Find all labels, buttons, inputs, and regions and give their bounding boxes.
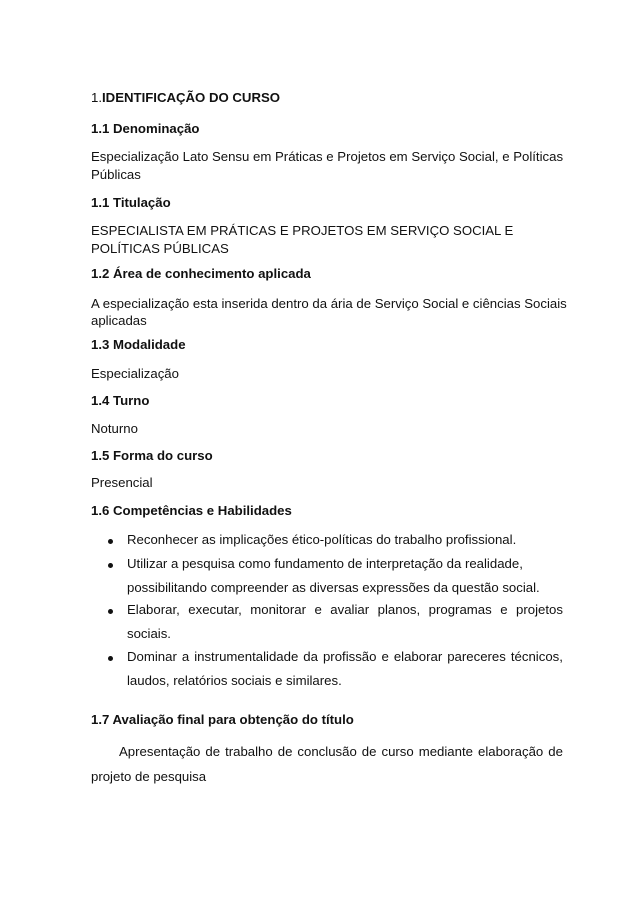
word: elaborar — [393, 649, 443, 664]
competencia-4-line-2: laudos, relatórios sociais e similares. — [127, 673, 342, 688]
heading-turno: 1.4 Turno — [91, 393, 150, 408]
forma-value: Presencial — [91, 475, 153, 490]
heading-titulacao: 1.1 Titulação — [91, 195, 171, 210]
word: instrumentalidade — [194, 649, 299, 664]
heading-denominacao: 1.1 Denominação — [91, 121, 200, 136]
word: de — [361, 744, 377, 759]
word: pareceres — [447, 649, 506, 664]
bullet-icon — [108, 609, 113, 614]
word: e — [500, 602, 508, 617]
denominacao-line-1: Especialização Lato Sensu em Práticas e Projetos em Serviço Social, e Políticas — [91, 149, 564, 164]
modalidade-value: Especialização — [91, 366, 179, 381]
avaliacao-line-1 — [119, 744, 563, 759]
word: Apresentação — [119, 744, 201, 759]
word: profissão — [322, 649, 377, 664]
competencia-4-line-1 — [127, 649, 563, 664]
competencia-3-line-2: sociais. — [127, 626, 171, 641]
titulacao-line-2: POLÍTICAS PÚBLICAS — [91, 241, 229, 256]
word: avaliar — [330, 602, 370, 617]
word: elaboração — [477, 744, 544, 759]
bullet-icon — [108, 563, 113, 568]
turno-value: Noturno — [91, 421, 138, 436]
titulacao-line-1: ESPECIALISTA EM PRÁTICAS E PROJETOS EM SERVIÇO SOCIAL E — [91, 223, 514, 238]
bullet-icon — [108, 656, 113, 661]
area-line-1: A especialização esta inserida dentro da ária de Serviço Social e ciências Sociais — [91, 296, 567, 311]
section-title-text: IDENTIFICAÇÃO DO CURSO — [102, 90, 281, 105]
section-number: 1. — [91, 90, 102, 105]
denominacao-line-2: Públicas — [91, 167, 141, 182]
word: conclusão — [297, 744, 357, 759]
word: Dominar — [127, 649, 177, 664]
bullet-icon — [108, 539, 113, 544]
word: de — [205, 744, 221, 759]
word: executar, — [188, 602, 242, 617]
word: programas — [428, 602, 492, 617]
word: trabalho — [225, 744, 273, 759]
competencia-2-line-1: Utilizar a pesquisa como fundamento de interpretação da realidade, — [127, 556, 523, 571]
word: de — [548, 744, 563, 759]
word: e — [314, 602, 322, 617]
heading-competencias: 1.6 Competências e Habilidades — [91, 503, 292, 518]
word: e — [381, 649, 389, 664]
word: planos, — [377, 602, 421, 617]
area-line-2: aplicadas — [91, 313, 147, 328]
section-title — [91, 90, 280, 105]
heading-modalidade: 1.3 Modalidade — [91, 337, 186, 352]
word: técnicos, — [510, 649, 563, 664]
competencia-1: Reconhecer as implicações ético-políticas do trabalho profissional. — [127, 532, 517, 547]
word: mediante — [418, 744, 473, 759]
word: de — [277, 744, 293, 759]
avaliacao-line-2: projeto de pesquisa — [91, 769, 207, 784]
word: Elaborar, — [127, 602, 180, 617]
competencia-2-line-2: possibilitando compreender as diversas expressões da questão social. — [127, 580, 540, 595]
heading-avaliacao: 1.7 Avaliação final para obtenção do título — [91, 712, 354, 727]
word: da — [303, 649, 318, 664]
heading-area: 1.2 Área de conhecimento aplicada — [91, 266, 311, 281]
word: monitorar — [250, 602, 306, 617]
word: curso — [381, 744, 414, 759]
heading-forma: 1.5 Forma do curso — [91, 448, 213, 463]
word: a — [181, 649, 190, 664]
word: projetos — [516, 602, 563, 617]
competencia-3-line-1 — [127, 602, 563, 617]
